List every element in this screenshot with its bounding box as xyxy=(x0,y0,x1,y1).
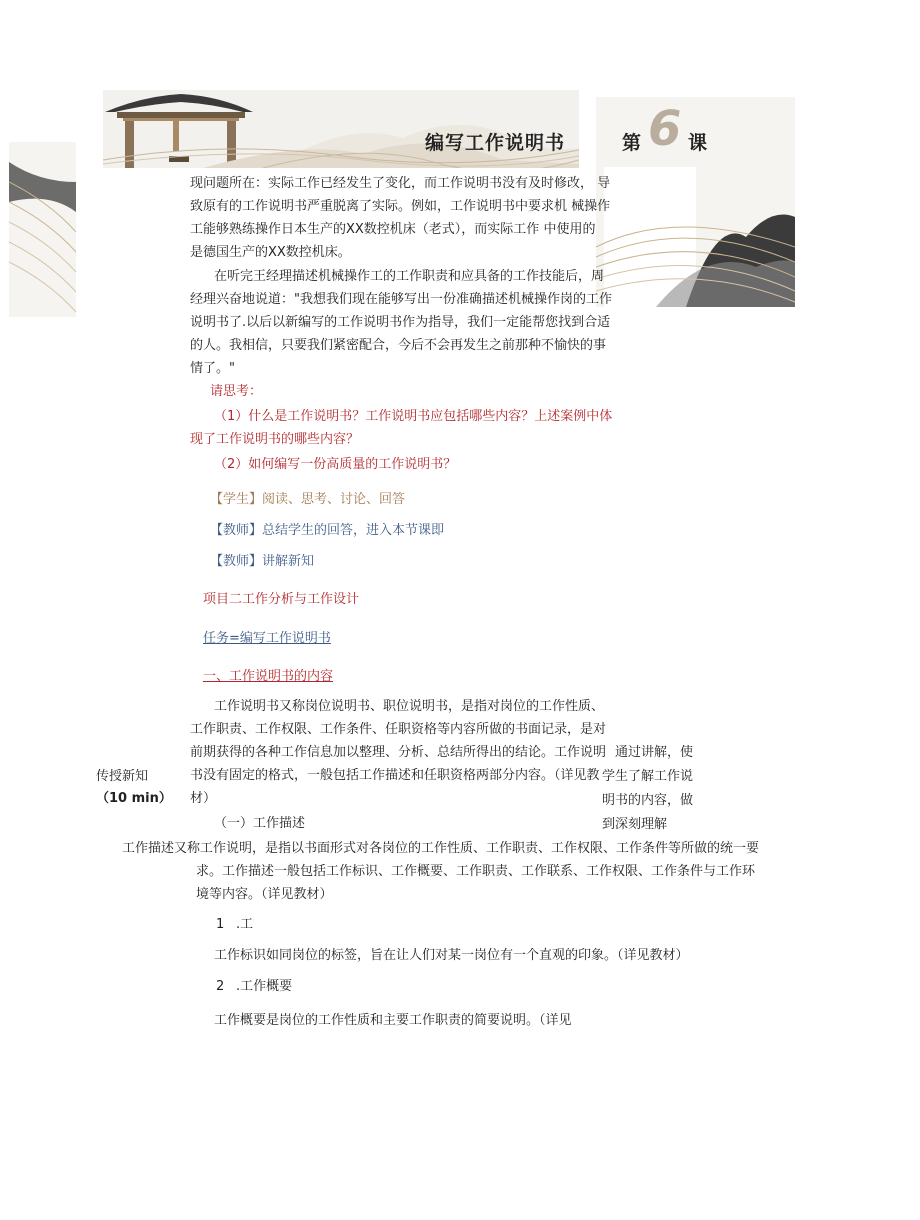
section-heading: 一、工作说明书的内容 xyxy=(203,669,334,684)
lesson-banner xyxy=(103,90,579,168)
lesson-number-block xyxy=(596,97,795,307)
side-note-line-2: 学生了解工作说 xyxy=(602,769,694,784)
think-question-1-line-2: 现了工作说明书的哪些内容？ xyxy=(190,432,360,447)
item-1-title: .工 xyxy=(236,917,254,932)
quote-line-5: 情了。" xyxy=(190,361,235,376)
left-decoration xyxy=(9,142,76,317)
side-note-line-3: 明书的内容，做 xyxy=(602,793,694,808)
quote-line-2: 经理兴奋地说道："我想我们现在能够写出一份准确描述机械操作岗的工作 xyxy=(190,292,612,307)
intro-line-4: 是德国生产的XX数控机床。 xyxy=(190,245,351,260)
subsection-heading: （一）工作描述 xyxy=(214,816,306,831)
lesson-number: 6 xyxy=(648,101,682,157)
side-note xyxy=(602,741,693,837)
teacher-activity-2: 【教师】讲解新知 xyxy=(210,554,315,569)
quote-line-1: 在听完王经理描述机械操作工的工作职责和应具备的工作技能后，周 xyxy=(214,269,605,284)
side-note-line-1: 通过讲解，使 xyxy=(615,745,694,760)
description-line-2: 求。工作描述一般包括工作标识、工作概要、工作职责、工作联系、工作权限、工作条件与工作环 xyxy=(196,864,756,879)
phase-label: 传授新知 xyxy=(96,769,149,784)
lesson-prefix: 第 xyxy=(622,132,643,154)
quote-line-3: 说明书了.以后以新编写的工作说明书作为指导，我们一定能帮您找到合适 xyxy=(190,315,611,330)
lesson-suffix: 课 xyxy=(688,132,709,154)
intro-line-1: 现问题所在：实际工作已经发生了变化，而工作说明书没有及时修改， 导 xyxy=(190,176,611,191)
think-title: 请思考： xyxy=(210,384,263,399)
phase-duration: （10 min） xyxy=(96,791,172,806)
wave-lines-illustration xyxy=(9,142,76,317)
teacher-activity-1: 【教师】总结学生的回答，进入本节课即 xyxy=(210,523,445,538)
intro-line-2: 致原有的工作说明书严重脱离了实际。例如，工作说明书中要求机 械操作 xyxy=(190,199,611,214)
definition-line-5: 材） xyxy=(190,791,217,806)
item-1-number: 1 xyxy=(216,917,225,932)
quote-line-4: 的人。我相信，只要我们紧密配合，今后不会再发生之前那种不愉快的事 xyxy=(190,338,607,353)
item-2-title: .工作概要 xyxy=(236,979,293,994)
item-2-text: 工作概要是岗位的工作性质和主要工作职责的简要说明。（详见 xyxy=(214,1013,572,1028)
item-2-number: 2 xyxy=(216,979,225,994)
side-note-line-4: 到深刻理解 xyxy=(602,817,668,832)
project-heading: 项目二工作分析与工作设计 xyxy=(203,592,360,607)
description-line-1: 工作描述又称工作说明，是指以书面形式对各岗位的工作性质、工作职责、工作权限、工作条件等所做的统一要 xyxy=(122,841,760,856)
definition-line-3: 前期获得的各种工作信息加以整理、分析、总结所得出的结论。工作说明 xyxy=(190,745,607,760)
task-heading: 任务=编写工作说明书 xyxy=(203,631,331,646)
intro-line-3: 工能够熟练操作日本生产的XX数控机床（老式），而实际工作 中使用的 xyxy=(190,222,596,237)
lesson-title: 编写工作说明书 xyxy=(425,132,566,154)
think-question-2: （2）如何编写一份高质量的工作说明书？ xyxy=(214,457,457,472)
student-activity: 【学生】阅读、思考、讨论、回答 xyxy=(210,492,406,507)
definition-line-2: 工作职责、工作权限、工作条件、任职资格等内容所做的书面记录，是对 xyxy=(190,722,607,737)
definition-line-4: 书没有固定的格式，一般包括工作描述和任职资格两部分内容。（详见教 xyxy=(190,768,600,783)
item-1-text: 工作标识如同岗位的标签，旨在让人们对某一岗位有一个直观的印象。（详见教材） xyxy=(214,948,689,963)
think-question-1-line-1: （1）什么是工作说明书？工作说明书应包括哪些内容？上述案例中体 xyxy=(214,409,613,424)
definition-line-1: 工作说明书又称岗位说明书、职位说明书，是指对岗位的工作性质、 xyxy=(214,699,605,714)
description-line-3: 境等内容。（详见教材） xyxy=(196,887,333,902)
